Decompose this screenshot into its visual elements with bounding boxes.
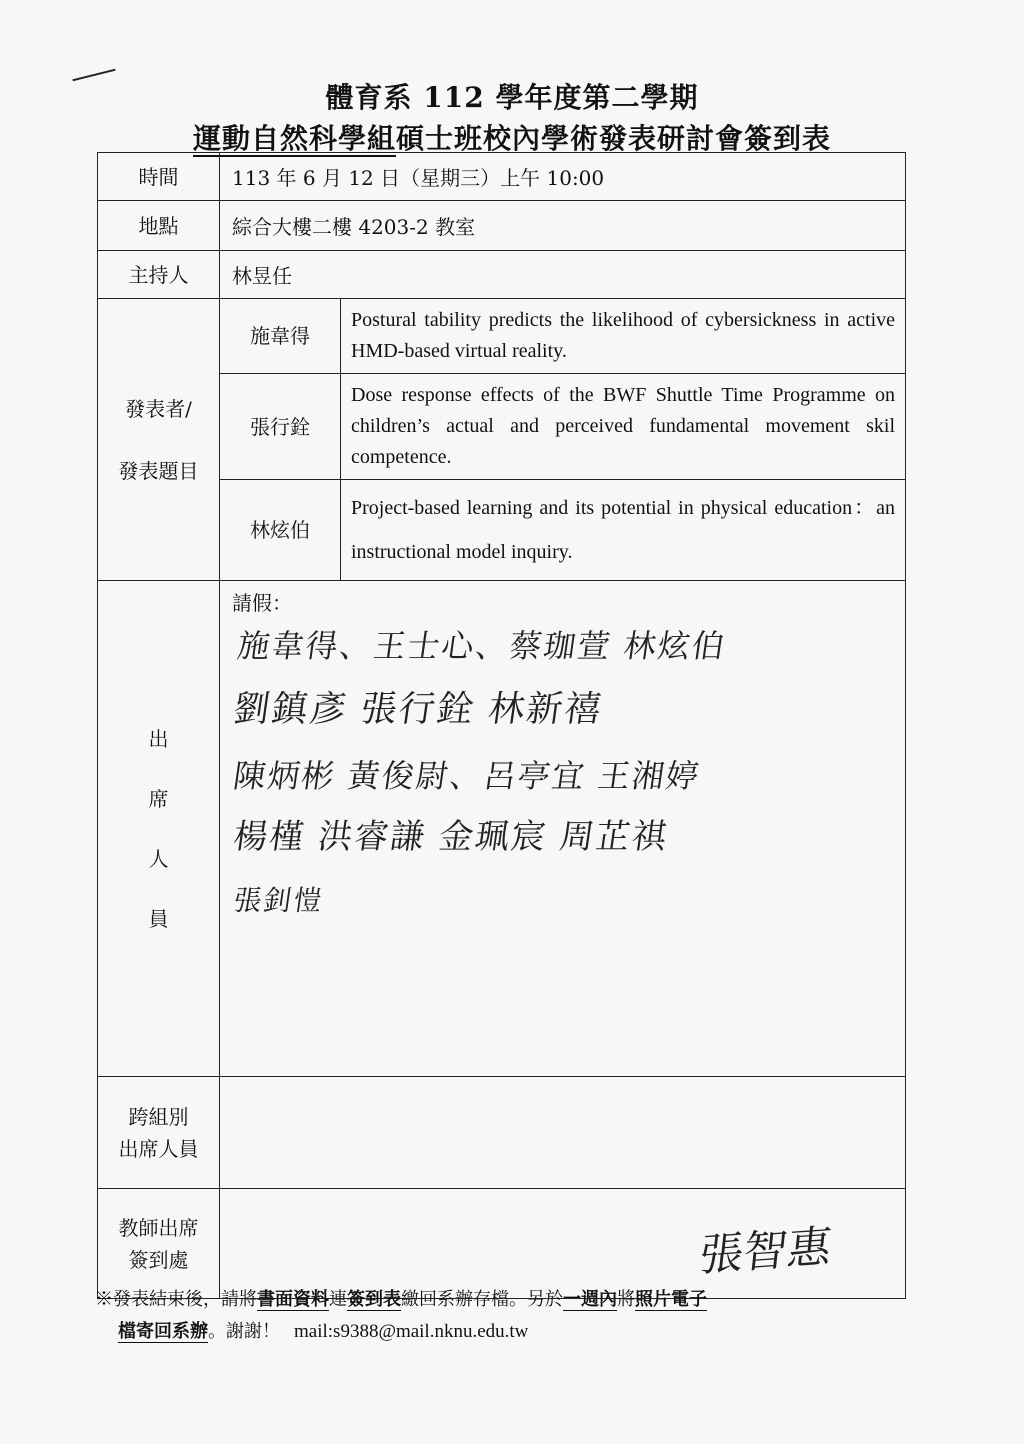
presenter-row: [98, 374, 906, 480]
handwritten-signature: 劉鎮彥 張行銓 林新禧: [230, 689, 606, 730]
place-label: 地點: [98, 201, 220, 251]
presenter-name: 施韋得: [220, 299, 341, 374]
teacher-label: [98, 1189, 220, 1299]
cross-group-label: [98, 1077, 220, 1189]
form-subtitle: [0, 117, 1024, 157]
sign-in-table: [97, 152, 906, 1299]
footer-text: 連: [329, 1289, 347, 1310]
teacher-label-line2: 簽到處: [128, 1247, 189, 1272]
handwritten-signature: 楊槿 洪睿謙 金珮宸 周芷祺: [230, 817, 671, 857]
form-title: 體育系 112 學年度第二學期: [325, 81, 699, 114]
host-row: [98, 251, 906, 299]
time-row: [98, 153, 906, 201]
presenter-row: [98, 299, 906, 374]
cross-group-row: [98, 1077, 906, 1189]
presenters-label-line2: 發表題目: [118, 458, 199, 483]
place-value: 綜合大樓二樓 4203-2 教室: [220, 201, 906, 251]
attendance-label-char: 人: [148, 846, 169, 871]
attendance-row: [98, 581, 906, 1077]
attendance-label-char: 出: [148, 726, 169, 751]
presenter-name: 林炫伯: [220, 480, 341, 581]
place-row: [98, 201, 906, 251]
footer-emphasis: 簽到表: [347, 1289, 401, 1310]
time-value: 113 年 6 月 12 日（星期三）上午 10:00: [220, 153, 906, 201]
teacher-signature: 張智惠: [696, 1221, 835, 1282]
host-value: 林昱任: [220, 251, 906, 299]
footer-emphasis: 照片電子: [635, 1289, 707, 1310]
footer-emphasis: 一週內: [563, 1289, 617, 1310]
cross-group-area: [220, 1077, 906, 1189]
footer-emphasis: 檔寄回系辦: [118, 1321, 208, 1342]
contact-email: mail:s9388@mail.nknu.edu.tw: [294, 1321, 529, 1342]
presentation-topic: Dose response effects of the BWF Shuttle Time Programme on children’s actual and perceived fundamental movement skil competence.: [341, 374, 906, 480]
time-label: 時間: [98, 153, 220, 201]
teacher-label-line1: 教師出席: [118, 1215, 199, 1240]
attendance-label-char: 席: [148, 786, 169, 811]
attendance-area: [220, 581, 906, 1077]
footer-note: [95, 1285, 707, 1311]
handwritten-signature: 陳炳彬 黃俊尉、呂亭宜 王湘婷: [231, 757, 703, 795]
attendance-label: [98, 581, 220, 1077]
cross-group-label-line1: 跨組別: [128, 1104, 189, 1129]
footer-text: ※發表結束後，請將: [95, 1289, 257, 1310]
footer-text: 將: [617, 1289, 635, 1310]
footer-text: 繳回系辦存檔。另於: [401, 1289, 563, 1310]
subtitle-underlined: 運動自然科學組: [192, 122, 396, 155]
presenter-name: 張行銓: [220, 374, 341, 480]
presentation-topic: Postural tability predicts the likelihood of cybersickness in active HMD-based virtual reality.: [341, 299, 906, 374]
footer-emphasis: 書面資料: [257, 1289, 329, 1310]
cross-group-label-line2: 出席人員: [118, 1136, 199, 1161]
presentation-topic: Project-based learning and its potential in physical education：an instructional model inquiry.: [341, 480, 906, 581]
handwritten-signature: 張釗愷: [231, 884, 327, 917]
footer-text: 。謝謝！: [208, 1321, 280, 1342]
attendance-label-char: 員: [148, 906, 169, 931]
presenters-label: [98, 299, 220, 581]
host-label: 主持人: [98, 251, 220, 299]
leave-label: 請假：: [232, 591, 292, 615]
subtitle-rest: 碩士班校內學術發表研討會簽到表: [396, 122, 832, 155]
presenter-row: [98, 480, 906, 581]
handwritten-signature: 施韋得、王士心、蔡珈萱 林炫伯: [235, 627, 729, 665]
presenters-label-line1: 發表者/: [125, 396, 192, 421]
footer-note-line2: [118, 1317, 528, 1343]
